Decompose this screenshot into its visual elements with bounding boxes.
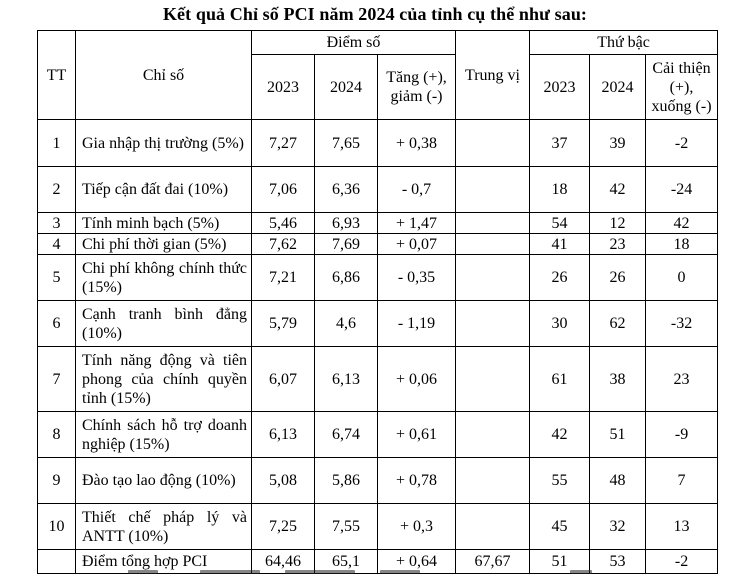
table-row (38, 301, 718, 347)
row-indicator-name: Gia nhập thị trường (5%) (76, 120, 252, 167)
score-2024: 6,93 (315, 213, 378, 234)
header-rank-change: Cải thiện (+), xuống (-) (646, 55, 718, 120)
score-2023: 7,25 (252, 504, 315, 550)
rank-2024: 23 (590, 234, 646, 255)
score-change: + 0,3 (378, 504, 456, 550)
row-indicator-name: Thiết chế pháp lý và ANTT (10%) (76, 504, 252, 550)
rank-2023: 37 (530, 120, 590, 167)
row-number: 4 (38, 234, 76, 255)
row-number: 6 (38, 301, 76, 347)
page-title: Kết quả Chỉ số PCI năm 2024 của tỉnh cụ thể như sau: (162, 4, 588, 24)
rank-2023: 55 (530, 458, 590, 504)
score-change: + 0,06 (378, 347, 456, 412)
median-value (456, 458, 530, 504)
cut-off-next-line (80, 570, 680, 577)
row-indicator-name: Đào tạo lao động (10%) (76, 458, 252, 504)
score-2024: 6,36 (315, 167, 378, 213)
pci-results-table (37, 30, 718, 574)
rank-change: 7 (646, 458, 718, 504)
rank-2024: 26 (590, 255, 646, 301)
rank-2024: 42 (590, 167, 646, 213)
rank-change: -32 (646, 301, 718, 347)
table-row (38, 167, 718, 213)
header-chiso: Chỉ số (76, 31, 252, 120)
rank-2023: 54 (530, 213, 590, 234)
rank-change: 42 (646, 213, 718, 234)
header-tt: TT (38, 31, 76, 120)
median-value (456, 120, 530, 167)
score-2024: 5,86 (315, 458, 378, 504)
score-change: + 0,64 (378, 550, 456, 574)
median-value (456, 347, 530, 412)
table-row (38, 120, 718, 167)
rank-change: -2 (646, 120, 718, 167)
score-2023: 5,08 (252, 458, 315, 504)
rank-2024: 39 (590, 120, 646, 167)
table-row (38, 458, 718, 504)
median-value (456, 504, 530, 550)
row-number: 2 (38, 167, 76, 213)
median-value (456, 255, 530, 301)
rank-change: -2 (646, 550, 718, 574)
table-row (38, 412, 718, 458)
score-2024: 6,86 (315, 255, 378, 301)
score-2024: 7,55 (315, 504, 378, 550)
header-thubac: Thứ bậc (530, 31, 718, 55)
score-change: - 0,7 (378, 167, 456, 213)
row-number: 8 (38, 412, 76, 458)
median-value (456, 167, 530, 213)
rank-2024: 48 (590, 458, 646, 504)
score-change: - 0,35 (378, 255, 456, 301)
rank-change: -9 (646, 412, 718, 458)
score-2024: 4,6 (315, 301, 378, 347)
score-change: + 0,78 (378, 458, 456, 504)
header-trungvi: Trung vị (456, 31, 530, 120)
median-value (456, 234, 530, 255)
row-number: 7 (38, 347, 76, 412)
rank-2023: 18 (530, 167, 590, 213)
rank-2023: 26 (530, 255, 590, 301)
row-number: 3 (38, 213, 76, 234)
row-indicator-name: Tính năng động và tiên phong của chính quyền tỉnh (15%) (76, 347, 252, 412)
score-2023: 7,06 (252, 167, 315, 213)
score-2023: 7,27 (252, 120, 315, 167)
header-score-2024: 2024 (315, 55, 378, 120)
row-indicator-name: Chi phí thời gian (5%) (76, 234, 252, 255)
score-2024: 7,65 (315, 120, 378, 167)
score-2023: 5,46 (252, 213, 315, 234)
median-value (456, 412, 530, 458)
rank-2024: 32 (590, 504, 646, 550)
rank-change: -24 (646, 167, 718, 213)
score-2024: 6,13 (315, 347, 378, 412)
score-2023: 5,79 (252, 301, 315, 347)
median-value (456, 301, 530, 347)
header-rank-2024: 2024 (590, 55, 646, 120)
header-diemso: Điểm số (252, 31, 456, 55)
rank-2024: 12 (590, 213, 646, 234)
header-rank-2023: 2023 (530, 55, 590, 120)
header-score-change: Tăng (+), giảm (-) (378, 55, 456, 120)
rank-2023: 42 (530, 412, 590, 458)
score-2023: 7,62 (252, 234, 315, 255)
rank-2024: 53 (590, 550, 646, 574)
table-row (38, 255, 718, 301)
table-row (38, 347, 718, 412)
score-change: + 0,07 (378, 234, 456, 255)
rank-2023: 51 (530, 550, 590, 574)
row-number (38, 550, 76, 574)
row-indicator-name: Điểm tổng hợp PCI (76, 550, 252, 574)
rank-change: 13 (646, 504, 718, 550)
score-2023: 64,46 (252, 550, 315, 574)
score-2024: 6,74 (315, 412, 378, 458)
row-number: 1 (38, 120, 76, 167)
table-row (38, 234, 718, 255)
score-change: - 1,19 (378, 301, 456, 347)
row-number: 9 (38, 458, 76, 504)
score-change: + 0,38 (378, 120, 456, 167)
rank-2023: 30 (530, 301, 590, 347)
score-change: + 0,61 (378, 412, 456, 458)
score-2023: 7,21 (252, 255, 315, 301)
row-number: 5 (38, 255, 76, 301)
rank-change: 23 (646, 347, 718, 412)
rank-2023: 45 (530, 504, 590, 550)
rank-2024: 51 (590, 412, 646, 458)
rank-2023: 61 (530, 347, 590, 412)
score-2023: 6,07 (252, 347, 315, 412)
rank-2023: 41 (530, 234, 590, 255)
score-change: + 1,47 (378, 213, 456, 234)
score-2023: 6,13 (252, 412, 315, 458)
score-2024: 65,1 (315, 550, 378, 574)
row-indicator-name: Chính sách hỗ trợ doanh nghiệp (15%) (76, 412, 252, 458)
rank-change: 0 (646, 255, 718, 301)
rank-2024: 62 (590, 301, 646, 347)
row-indicator-name: Tiếp cận đất đai (10%) (76, 167, 252, 213)
rank-change: 18 (646, 234, 718, 255)
rank-2024: 38 (590, 347, 646, 412)
score-2024: 7,69 (315, 234, 378, 255)
header-score-2023: 2023 (252, 55, 315, 120)
table-row (38, 213, 718, 234)
table-row (38, 504, 718, 550)
row-indicator-name: Chi phí không chính thức (15%) (76, 255, 252, 301)
median-value: 67,67 (456, 550, 530, 574)
row-indicator-name: Cạnh tranh bình đẳng (10%) (76, 301, 252, 347)
row-number: 10 (38, 504, 76, 550)
row-indicator-name: Tính minh bạch (5%) (76, 213, 252, 234)
median-value (456, 213, 530, 234)
